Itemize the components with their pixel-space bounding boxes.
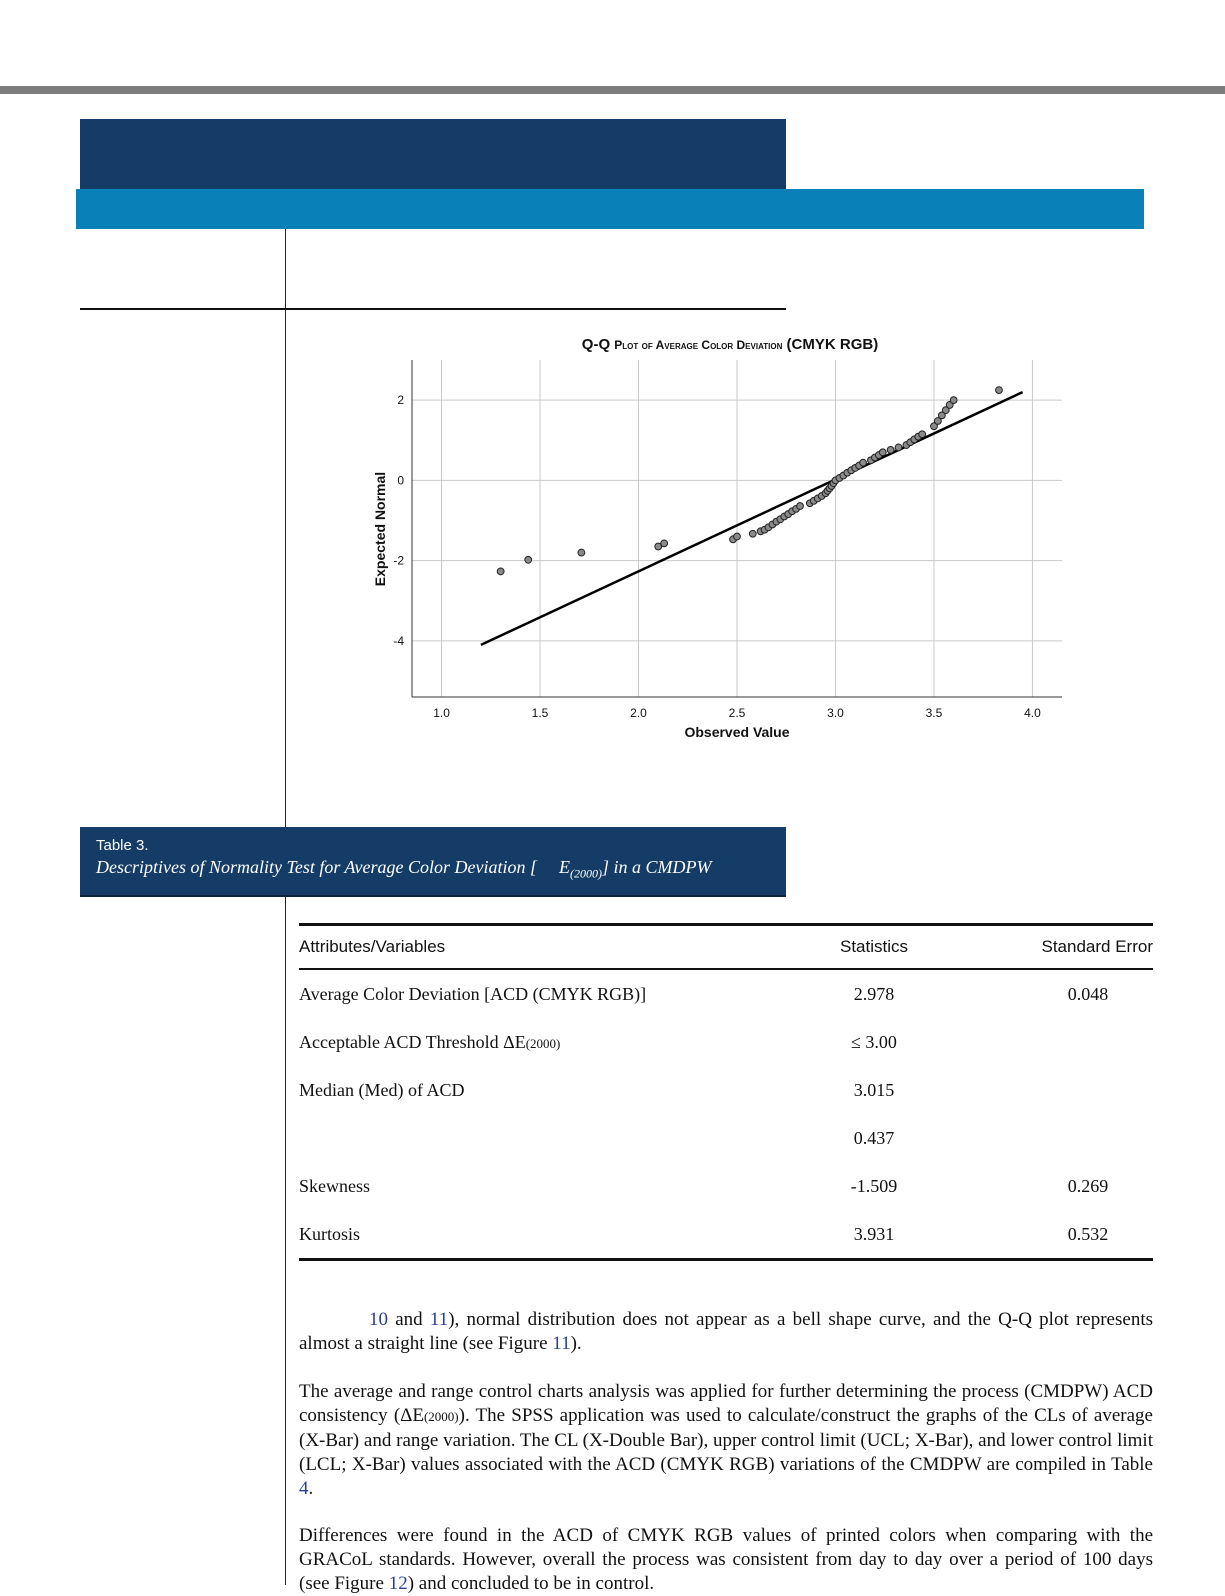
y-tick-label: -4 [393, 633, 404, 648]
figure-ref-link[interactable]: 11 [429, 1309, 449, 1330]
fit-line [481, 392, 1023, 645]
attribute-cell: Median (Med) of ACD [299, 1079, 465, 1100]
table-title-sub: (2000) [569, 866, 602, 881]
y-tick-label: 2 [397, 393, 404, 408]
data-point [749, 530, 756, 537]
reference-line [481, 392, 1023, 645]
table-row [299, 969, 1153, 1018]
chart-axes [393, 360, 1062, 720]
se-value: 0.269 [1067, 1175, 1109, 1196]
delta-subscript: (2000) [423, 1409, 459, 1424]
margin-rule [285, 229, 286, 1585]
x-tick-label: 1.0 [433, 706, 450, 720]
figure-ref-link[interactable]: 12 [388, 1573, 408, 1594]
data-point [578, 549, 585, 556]
data-point [950, 397, 957, 404]
attribute-cell [299, 1018, 839, 1066]
table-label: Table 3. [96, 837, 149, 854]
paragraph-text: The average and range control charts analysis was applied for further determining the process (CMDPW) ACD consistency ( [299, 1381, 1153, 1426]
statistic-cell: 0.437 [853, 1127, 895, 1148]
descriptives-table [299, 923, 1153, 1261]
se-cell [909, 1114, 1153, 1162]
se-cell [909, 1162, 1153, 1210]
data-point [919, 431, 926, 438]
se-cell [909, 1018, 1153, 1066]
se-cell [909, 969, 1153, 1018]
header-rule [0, 86, 1225, 94]
data-point [887, 446, 894, 453]
header-banner-dark [80, 119, 786, 189]
se-value: 0.048 [1067, 983, 1109, 1004]
table-caption [80, 827, 786, 897]
section-rule [80, 308, 786, 310]
delta-subscript: (2000) [525, 1035, 561, 1051]
table-title-prefix: Descriptives of Normality Test for Average Color Deviation [ [96, 857, 537, 877]
table-title [96, 855, 770, 886]
paragraph-text: and [388, 1309, 430, 1330]
delta-symbol: ΔE [503, 1031, 526, 1052]
table-row [299, 1018, 1153, 1066]
data-point [497, 568, 504, 575]
paragraph [299, 1308, 1153, 1356]
data-point [797, 503, 804, 510]
se-value: 0.532 [1067, 1223, 1109, 1244]
header-banner-blue [76, 189, 1144, 229]
figure-ref-link[interactable]: 11 [552, 1333, 571, 1354]
paragraph [299, 1524, 1153, 1596]
table-row [299, 1210, 1153, 1260]
attribute-text: Acceptable ACD Threshold [299, 1031, 499, 1052]
statistic-cell: ≤ 3.00 [851, 1031, 897, 1052]
x-tick-label: 1.5 [531, 706, 549, 720]
qq-plot [350, 325, 1090, 755]
data-point [996, 387, 1003, 394]
chart-grid [412, 360, 1062, 697]
data-point [860, 459, 867, 466]
delta-symbol: ΔE [400, 1405, 424, 1426]
table-ref-link[interactable]: 4 [299, 1478, 309, 1499]
x-tick-label: 4.0 [1024, 706, 1041, 720]
table-header-row [299, 925, 1153, 970]
x-tick-label: 3.5 [925, 706, 943, 720]
paragraph-text: Differences were found in the ACD of CMYK RGB values of printed colors when comparing with the GRACoL standards. However, overall the process was consistent from day to day over a period of 100 days (see Figure [299, 1525, 1153, 1594]
attribute-cell: Skewness [299, 1175, 370, 1196]
statistic-cell: -1.509 [850, 1175, 898, 1196]
se-cell [909, 1066, 1153, 1114]
column-header: Attributes/Variables [299, 925, 839, 970]
table-row [299, 1162, 1153, 1210]
data-point [661, 540, 668, 547]
qq-plot-figure [350, 325, 1090, 755]
x-tick-label: 2.5 [728, 706, 746, 720]
attribute-cell [299, 1114, 839, 1162]
chart-title: Q-Q Plot of Average Color Deviation (CMYK RGB) [581, 336, 879, 353]
table-row [299, 1114, 1153, 1162]
table-row [299, 1066, 1153, 1114]
table-title-delta: E [558, 857, 570, 877]
paragraph-text: ), normal distribution does not appear as a bell shape curve, and the Q-Q plot represents almost a straight line (see Figure [299, 1309, 1153, 1354]
figure-ref-link[interactable]: 10 [369, 1309, 388, 1330]
y-axis-label: Expected Normal [372, 471, 388, 587]
x-tick-label: 3.0 [827, 706, 844, 720]
statistic-cell: 3.015 [853, 1079, 895, 1100]
y-tick-label: 0 [397, 473, 404, 488]
x-tick-label: 2.0 [630, 706, 647, 720]
x-axis-label: Observed Value [684, 724, 790, 740]
y-tick-label: -2 [393, 553, 404, 568]
paragraph-text: . [308, 1478, 314, 1499]
statistic-cell: 2.978 [853, 983, 895, 1004]
data-point [734, 533, 741, 540]
data-point [525, 556, 532, 563]
column-header: Standard Error [909, 925, 1153, 970]
statistic-cell: 3.931 [839, 1210, 909, 1260]
paragraph-text: ). [570, 1333, 582, 1354]
column-header: Statistics [839, 925, 909, 970]
paragraph-text: ) and concluded to be in control. [407, 1573, 655, 1594]
table-title-suffix: ] in a CMDPW [601, 857, 712, 877]
data-point [879, 449, 886, 456]
paragraph-text: ). The SPSS application was used to calculate/construct the graphs of the CLs of average (X-Bar) and range variation. The CL (X-Double Bar), upper control limit (UCL; X-Bar), and lower control limit (LCL; X-Bar) values associated with the ACD (CMYK RGB) variations of the CMDPW are compiled in Table [299, 1405, 1153, 1475]
paragraph [299, 1380, 1153, 1501]
attribute-cell: Average Color Deviation [ACD (CMYK RGB)] [299, 983, 647, 1004]
attribute-cell: Kurtosis [299, 1210, 839, 1260]
se-cell [909, 1210, 1153, 1260]
data-point [895, 444, 902, 451]
